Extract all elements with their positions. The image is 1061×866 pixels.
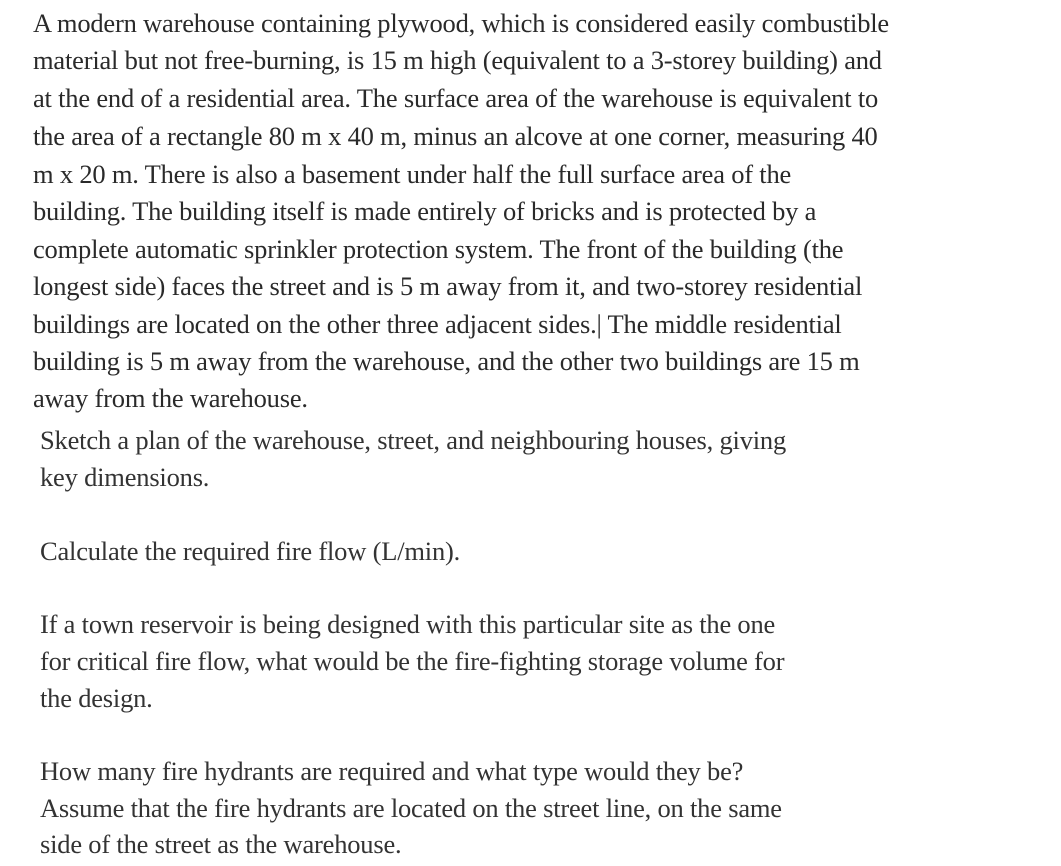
problem-line-5: m x 20 m. There is also a basement under half the full surface area of the (33, 159, 792, 189)
problem-line-1: A modern warehouse containing plywood, which is considered easily combustible (33, 8, 889, 38)
question-1-line-2: key dimensions. (40, 462, 210, 492)
problem-line-4: the area of a rectangle 80 m x 40 m, minus an alcove at one corner, measuring 40 (33, 121, 878, 151)
question-4-line-3: side of the street as the warehouse. (40, 829, 402, 859)
problem-line-8: longest side) faces the street and is 5 m away from it, and two-storey residential (33, 271, 863, 301)
question-2-line-1: Calculate the required fire flow (L/min). (40, 536, 461, 566)
question-3-line-2: for critical fire flow, what would be the fire-fighting storage volume for (40, 646, 785, 676)
question-4-line-2: Assume that the fire hydrants are located on the street line, on the same (40, 793, 782, 823)
question-3-line-3: the design. (40, 683, 153, 713)
problem-line-3: at the end of a residential area. The surface area of the warehouse is equivalent to (33, 83, 879, 113)
question-3-line-1: If a town reservoir is being designed with this particular site as the one (40, 609, 776, 639)
problem-line-2: material but not free-burning, is 15 m high (equivalent to a 3-storey building) and (33, 45, 882, 75)
problem-line-7: complete automatic sprinkler protection system. The front of the building (the (33, 234, 844, 264)
question-1-line-1: Sketch a plan of the warehouse, street, and neighbouring houses, giving (40, 425, 787, 455)
question-4-line-1: How many fire hydrants are required and what type would they be? (40, 756, 744, 786)
problem-line-11: away from the warehouse. (33, 383, 308, 413)
problem-line-9: buildings are located on the other three adjacent sides.| The middle residential (33, 309, 842, 339)
problem-line-6: building. The building itself is made entirely of bricks and is protected by a (33, 196, 817, 226)
problem-line-10: building is 5 m away from the warehouse, and the other two buildings are 15 m (33, 346, 860, 376)
